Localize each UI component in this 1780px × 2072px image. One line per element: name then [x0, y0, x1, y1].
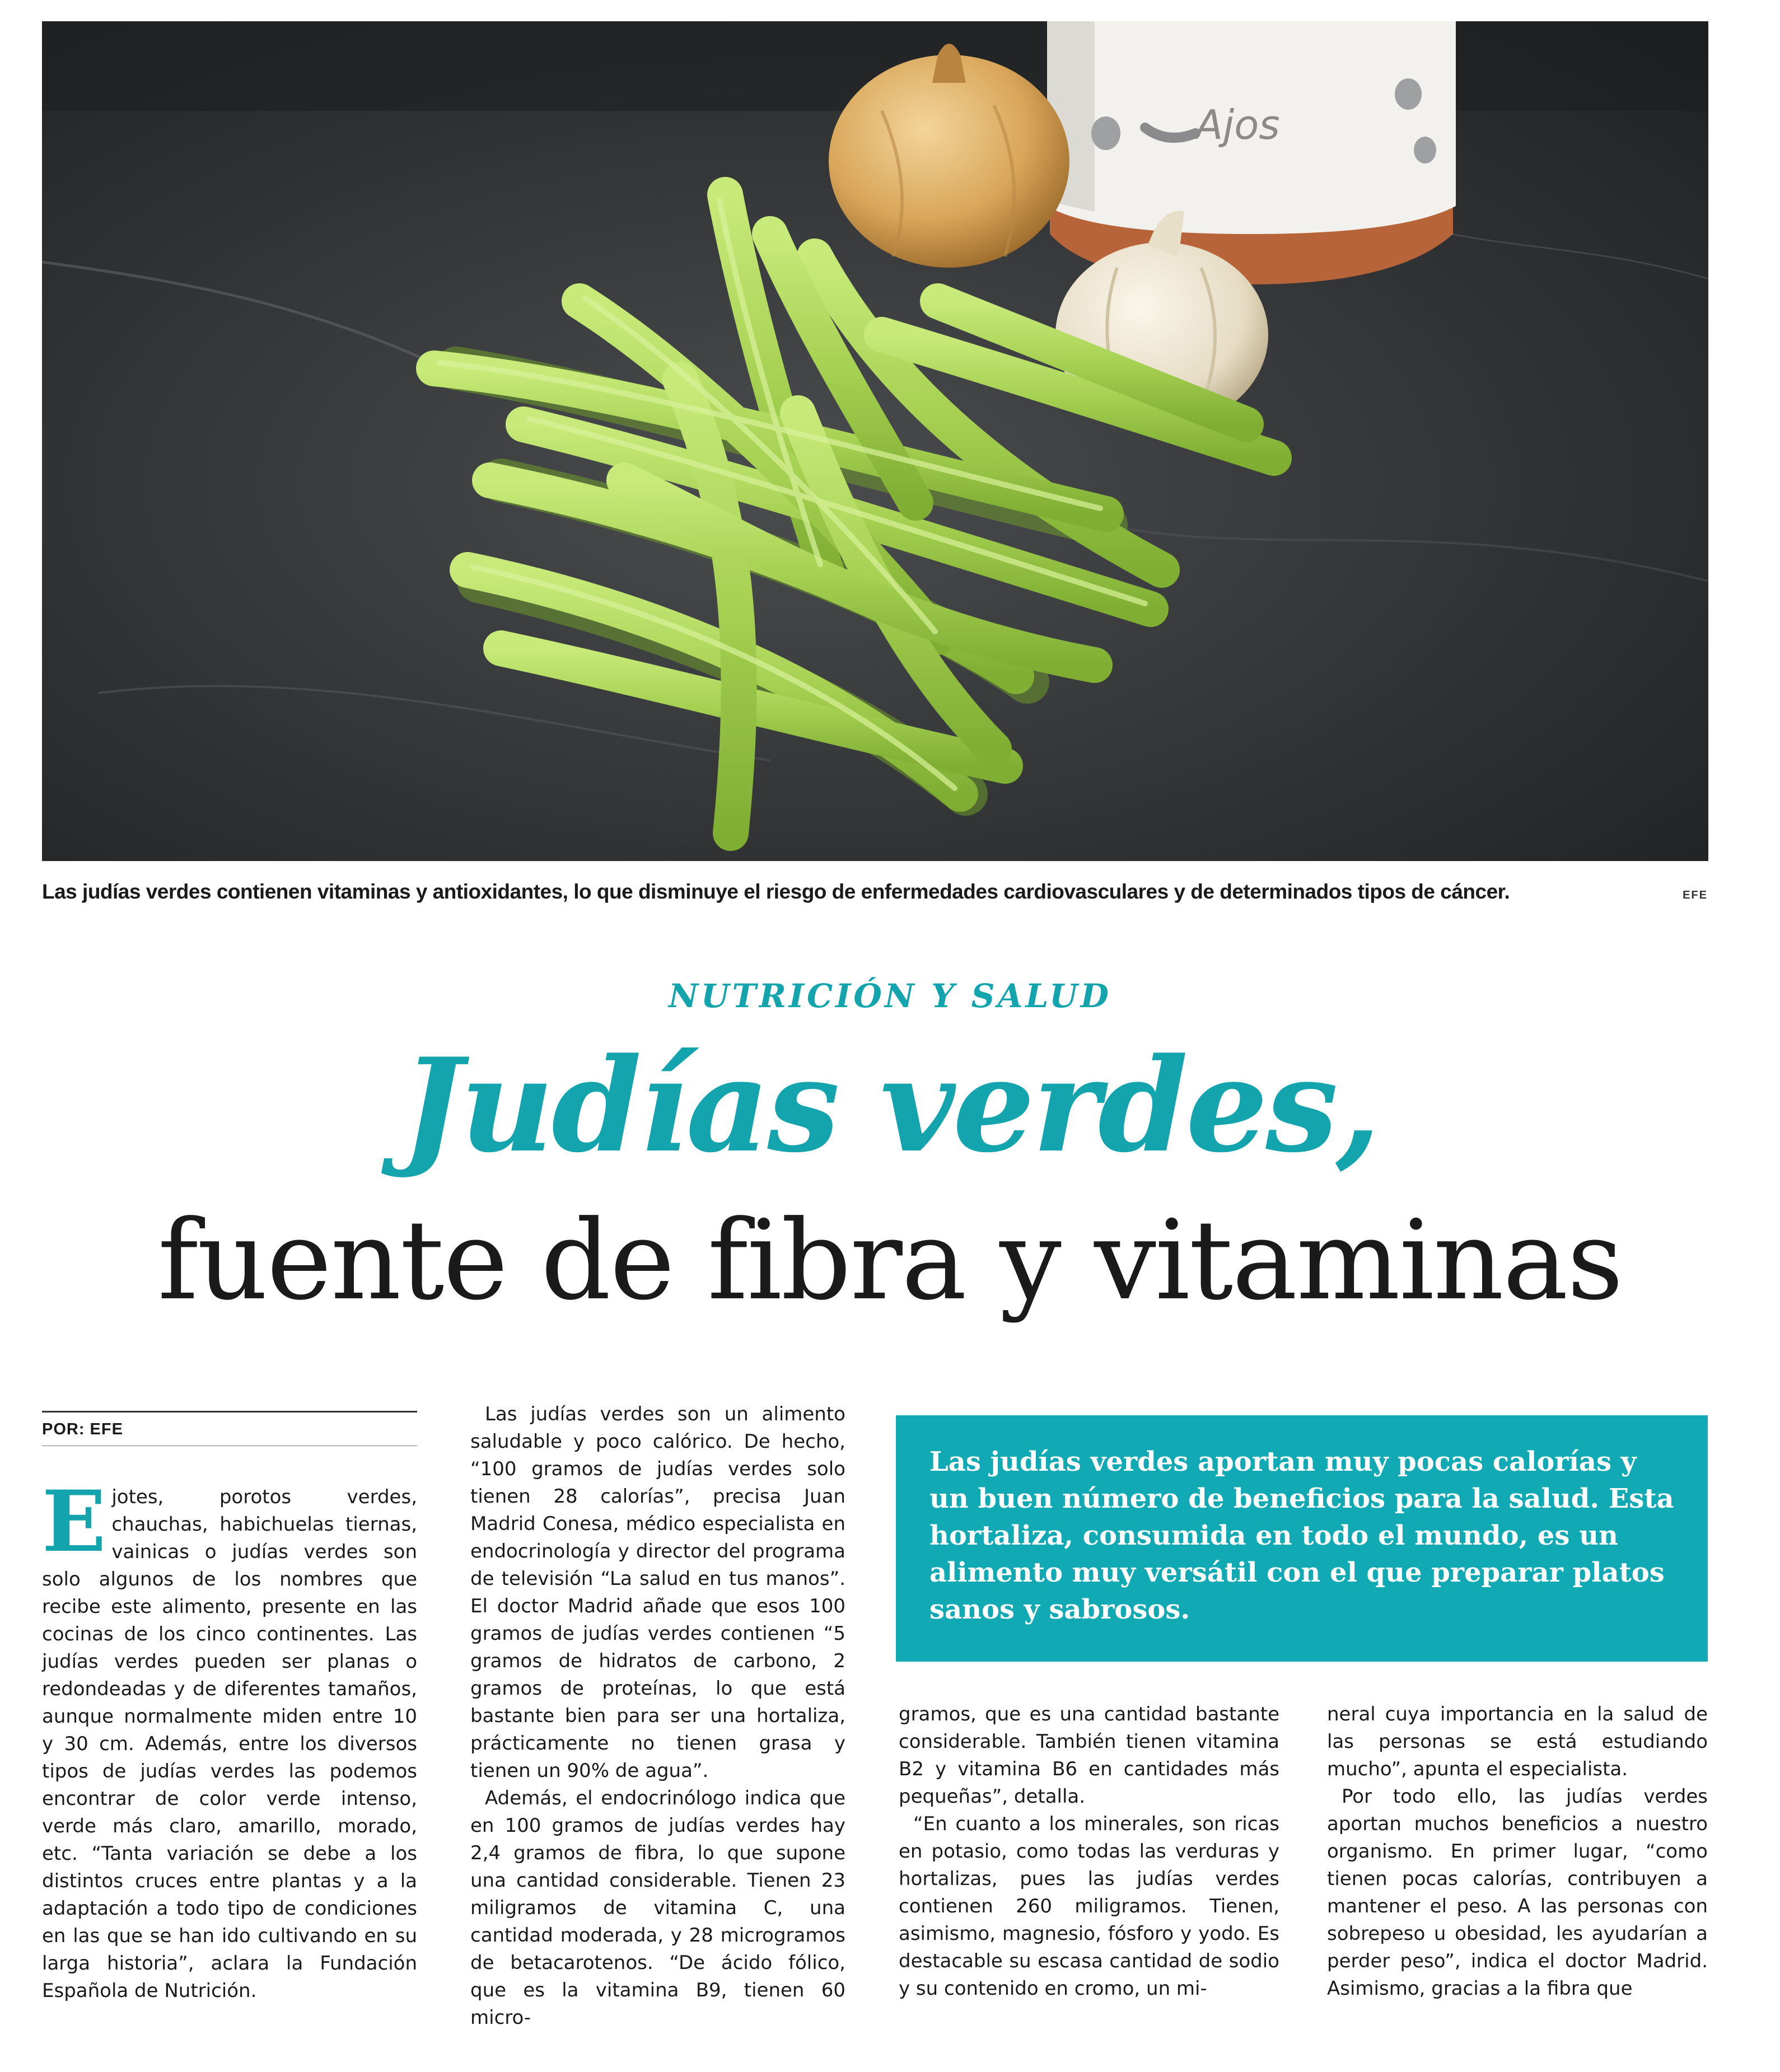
article-paragraph: Además, el endocrinólogo indica que en 100 gramos de judías verdes hay 2,4 gramos de fibra, lo que supone una cantidad considerable. Tienen 23 miligramos de vitamina C, una cantidad moderada, y 28 microgramos de betacarotenos. “De ácido fólico, que es la vitamina B9, tienen 60 micro- — [470, 1787, 845, 2029]
headline: Judías verdes, — [401, 1030, 1379, 1181]
article-column-1 — [42, 1472, 417, 2005]
photo-credit: EFE — [1683, 889, 1708, 901]
subheadline: fuente de fibra y vitaminas — [157, 1197, 1623, 1325]
pull-quote-box — [896, 1415, 1708, 1662]
article-paragraph: Por todo ello, las judías verdes aportan muchos beneficios a nuestro organismo. En primer lugar, “como tienen pocas calorías, contribuyen a mantener el peso. A las personas con sobrepeso u obesidad, les ayudarían a perder peso”, indica el doctor Madrid. Asimismo, gracias a la fibra que — [1327, 1785, 1708, 2000]
photo-caption: Las judías verdes contienen vitaminas y antioxidantes, lo que disminuye el riesgo de enfermedades cardiovasculares y de determinados tipos de cáncer. — [42, 880, 1510, 903]
article-column-4 — [1327, 1701, 1708, 2003]
article-paragraph — [42, 1472, 417, 2005]
article-paragraph: neral cuya importancia en la salud de las personas se está estudiando mucho”, apunta el especialista. — [1327, 1703, 1708, 1780]
article-paragraph: Las judías verdes son un alimento saludable y poco calórico. De hecho, “100 gramos de judías verdes solo tienen 28 calorías”, precisa Juan Madrid Conesa, médico especialista en endocrinología y director del programa de televisión “La salud en tus manos”. El doctor Madrid añade que esos 100 gramos de judías verdes contienen “5 gramos de hidratos de carbono, 2 gramos de proteínas, lo que está bastante bien para ser una hortaliza, prácticamente no tienen grasa y tienen un 90% de agua”. — [470, 1403, 845, 1782]
article-paragraph: gramos, que es una cantidad bastante considerable. También tienen vitamina B2 y vitamina B6 en cantidades más pequeñas”, detalla. — [899, 1703, 1279, 1808]
jar-label: Ajos — [1195, 101, 1280, 148]
byline: POR: EFE — [42, 1420, 123, 1438]
green-beans-photo — [42, 21, 1708, 861]
article-column-2 — [470, 1401, 845, 2032]
paragraph-text: jotes, porotos verdes, chauchas, habichuelas tiernas, vainicas o judías verdes son solo algunos de los nombres que recibe este alimento, presente en las cocinas de los cinco continentes. Las judías verdes pueden ser planas o redondeadas y de diferentes tamaños, aunque normalmente miden entre 10 y 30 cm. Además, entre los diversos tipos de judías verdes las podemos encontrar de color verde intenso, verde más claro, amarillo, morado, etc. “Tanta variación se debe a los distintos cruces entre plantas y a la adaptación a todo tipo de condiciones en las que se han ido cultivando en su larga historia”, aclara la Fundación Española de Nutrición. — [42, 1486, 417, 2002]
article-column-3 — [899, 1701, 1279, 2003]
article-photo — [42, 21, 1708, 861]
section-kicker: NUTRICIÓN Y SALUD — [668, 977, 1112, 1015]
byline-block — [42, 1411, 417, 1446]
article-paragraph: “En cuanto a los minerales, son ricas en potasio, como todas las verduras y hortalizas, pues las judías verdes contienen 260 miligramos. Tienen, asimismo, magnesio, fósforo y yodo. Es destacable su escasa cantidad de sodio y su contenido en cromo, un mi- — [899, 1813, 1279, 2000]
drop-cap: E — [42, 1472, 106, 1571]
garlic-jar — [1047, 21, 1456, 284]
pull-quote-text: Las judías verdes aportan muy pocas calorías y un buen número de beneficios para la salud. Esta hortaliza, consumida en todo el mundo, es un alimento muy versátil con el que preparar platos sanos y sabrosos. — [929, 1446, 1674, 1625]
